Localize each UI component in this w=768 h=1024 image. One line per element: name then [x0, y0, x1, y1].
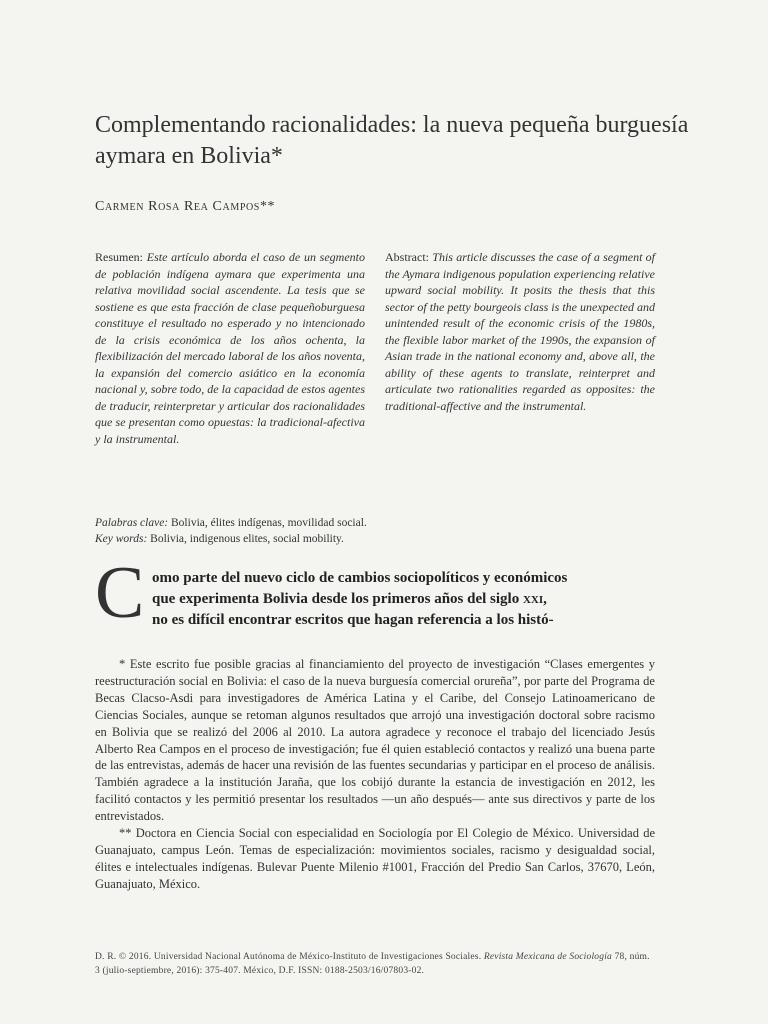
century-numeral: xxi, — [522, 591, 547, 607]
keywords-en — [95, 531, 695, 547]
keywords-en-text: Bolivia, indigenous elites, social mobility. — [150, 533, 344, 545]
abstract-block — [385, 249, 655, 414]
body-line — [152, 589, 655, 610]
body-line: omo parte del nuevo ciclo de cambios sociopolíticos y económicos — [152, 570, 568, 586]
copyright-notice — [95, 950, 655, 978]
body-lines — [152, 568, 655, 631]
resumen-label: Resumen: — [95, 250, 143, 264]
keywords-es — [95, 515, 695, 531]
keywords-es-text: Bolivia, élites indígenas, movilidad social. — [171, 517, 367, 529]
keywords-es-label: Palabras clave: — [95, 517, 169, 529]
footnote-1: * Este escrito fue posible gracias al financiamiento del proyecto de investigación “Clases emergentes y reestructuración social en Bolivia: el caso de la nueva burguesía comercial orureña”, por parte del Programa de Becas Clacso-Asdi para investigadores de América Latina y el Caribe, del Consejo Latinoamericano de Ciencias Sociales, aunque se retoman algunos resultados que arrojó una investigación doctoral sobre racismo en Bolivia que se realizó del 2006 al 2010. La autora agradece y reconoce el trabajo del licenciado Jesús Alberto Rea Campos en el proceso de investigación; fue él quien estableció contactos y realizó una buena parte de las entrevistas, además de hacer una revisión de las fuentes secundarias y participar en el proceso de análisis. También agradece a la institución Jaraña, que los cobijó durante la estancia de investigación en 2012, les facilitó contactos y les permitió presentar los resultados —un año después— ante sus directivos y parte de los entrevistados. — [95, 657, 655, 824]
resumen-block — [95, 249, 365, 447]
article-title: Complementando racionalidades: la nueva pequeña burguesía aymara en Bolivia* — [95, 112, 689, 169]
copyright-pre: D. R. © 2016. Universidad Nacional Autónoma de México-Instituto de Investigaciones Sociales. — [95, 952, 482, 962]
keywords-en-label: Key words: — [95, 533, 148, 545]
journal-name: Revista Mexicana de Sociología — [483, 952, 613, 962]
resumen-text: Este artículo aborda el caso de un segmento de población indígena aymara que experimenta una relativa movilidad social ascendente. La tesis que se sostiene es que esta fracción de clase pequeñoburguesa constituye el resultado no esperado y no intencionado de la crisis económica de los años ochenta, la flexibilización del mercado laboral de los años noventa, la expansión del comercio asiático en la economía nacional y, sobre todo, de la capacidad de estos agentes de traducir, reinterpretar y articular dos racionalidades que se presentan como opuestas: la tradicional-afectiva y la instrumental. — [95, 250, 366, 446]
body-line: no es difícil encontrar escritos que hagan referencia a los histó- — [152, 612, 554, 628]
drop-cap: C — [95, 552, 145, 634]
abstract-text: This article discusses the case of a segment of the Aymara indigenous population experiencing relative upward social mobility. It posits the thesis that this sector of the petty bourgeois class is the unexpected and unintended result of the economic crisis of the 1980s, the flexible labor market of the 1990s, the expansion of Asian trade in the national economy and, above all, the ability of these agents to translate, reinterpret and articulate two rationalities regarded as opposites: the traditional-affective and the instrumental. — [385, 250, 656, 413]
body-line-text: que experimenta Bolivia desde los primeros años del siglo — [152, 591, 520, 607]
copyright-post: 78, núm. 3 (julio-septiembre, 2016): 375-407. México, D.F. ISSN: 0188-2503/16/07803-02. — [95, 952, 650, 976]
footnotes — [95, 656, 655, 893]
keywords-block — [95, 515, 695, 547]
footnote-2: ** Doctora en Ciencia Social con especialidad en Sociología por El Colegio de México. Universidad de Guanajuato, campus León. Temas de especialización: movimientos sociales, racismo y desigualdad social, élites e intelectuales indígenas. Bulevar Puente Milenio #1001, Fracción del Predio San Carlos, 37670, León, Guanajuato, México. — [95, 826, 655, 891]
author-name: Carmen Rosa Rea Campos** — [95, 199, 276, 214]
abstract-label: Abstract: — [385, 250, 429, 264]
